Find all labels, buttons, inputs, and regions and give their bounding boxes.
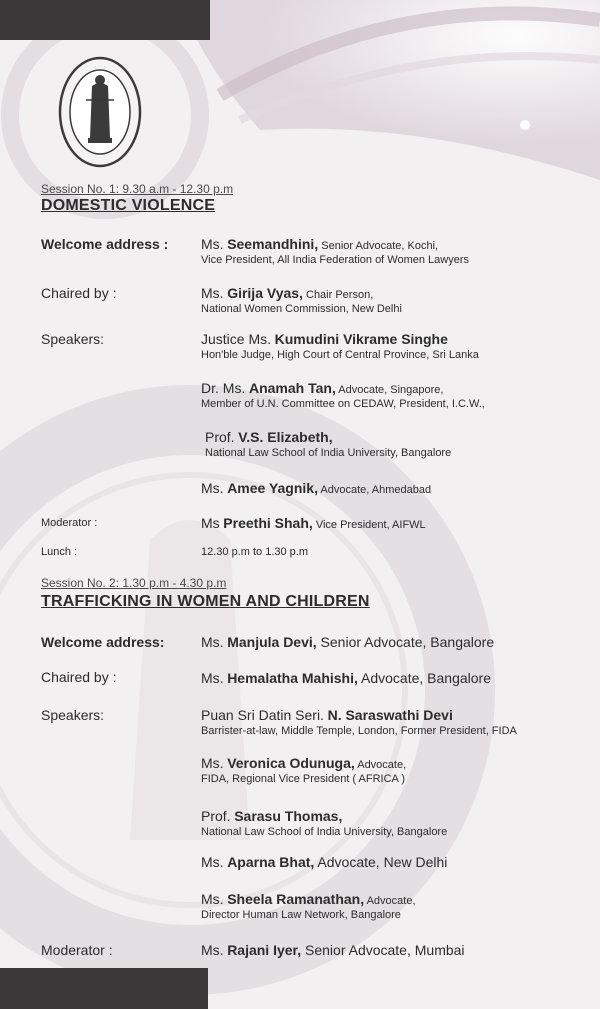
session-1-header: Session No. 1: 9.30 a.m - 12.30 p.m (41, 182, 234, 196)
speaker-prefix: Puan Sri Datin Seri. (201, 707, 324, 723)
chaired-desc: Advocate, Bangalore (357, 670, 491, 686)
speaker-name: N. Saraswathi Devi (327, 707, 453, 723)
speaker-prefix: Justice Ms. (201, 331, 272, 347)
speaker-entry (201, 480, 431, 496)
speakers-label: Speakers: (41, 331, 105, 347)
chaired-prefix: Ms. (201, 285, 224, 301)
speaker-name: Kumudini Vikrame Singhe (274, 331, 448, 347)
speaker-prefix: Ms. (201, 480, 224, 496)
chaired-label: Chaired by : (41, 669, 117, 685)
speaker-prefix: Dr. Ms. (201, 380, 246, 396)
moderator-name: Rajani Iyer, (227, 942, 302, 958)
speaker-entry (201, 755, 406, 785)
chaired-entry (201, 285, 402, 315)
speaker-entry (201, 331, 479, 361)
welcome-line2: Vice President, All India Federation of Women Lawyers (201, 254, 470, 266)
speaker-detail: Barrister-at-law, Middle Temple, London, Former President, FIDA (201, 725, 517, 737)
speaker-entry (201, 707, 517, 737)
welcome-name: Seemandhini, (227, 236, 319, 252)
speaker-prefix: Ms. (201, 891, 224, 907)
moderator-prefix: Ms (201, 515, 220, 531)
moderator-desc: Senior Advocate, Mumbai (301, 942, 465, 958)
welcome-label: Welcome address : (41, 236, 169, 252)
speaker-entry (201, 891, 416, 921)
speaker-detail: Director Human Law Network, Bangalore (201, 909, 401, 921)
speaker-desc: Advocate, New Delhi (314, 854, 448, 870)
session-2-header: Session No. 2: 1.30 p.m - 4.30 p.m (41, 576, 227, 590)
chaired-desc: Chair Person, (302, 289, 374, 301)
session-1-title: DOMESTIC VIOLENCE (41, 197, 216, 214)
speaker-name: Amee Yagnik, (227, 480, 318, 496)
chaired-name: Girija Vyas, (227, 285, 303, 301)
speaker-name: Veronica Odunuga, (227, 755, 355, 771)
speaker-entry (201, 854, 447, 870)
welcome-desc: Senior Advocate, Kochi, (318, 240, 439, 252)
welcome-entry (201, 236, 469, 266)
speaker-name: Aparna Bhat, (227, 854, 315, 870)
welcome-entry (201, 634, 494, 650)
speaker-name: Anamah Tan, (248, 380, 336, 396)
welcome-label: Welcome address: (41, 634, 165, 650)
lunch-time: 12.30 p.m to 1.30 p.m (201, 546, 309, 558)
moderator-desc: Vice President, AIFWL (312, 519, 426, 531)
speakers-label: Speakers: (41, 707, 105, 723)
speaker-entry (205, 429, 451, 459)
speaker-desc: Advocate, (354, 759, 407, 771)
welcome-name: Manjula Devi, (227, 634, 317, 650)
welcome-prefix: Ms. (201, 236, 224, 252)
speaker-name: V.S. Elizabeth, (238, 429, 333, 445)
speaker-prefix: Ms. (201, 854, 224, 870)
chaired-entry (201, 670, 491, 686)
speaker-desc: Advocate, (364, 895, 416, 907)
session-2-title: TRAFFICKING IN WOMEN AND CHILDREN (41, 593, 370, 610)
lunch-label: Lunch : (41, 546, 78, 558)
speaker-prefix: Ms. (201, 755, 224, 771)
moderator-name: Preethi Shah, (223, 515, 313, 531)
speaker-name: Sarasu Thomas, (234, 808, 343, 824)
moderator-prefix: Ms. (201, 942, 224, 958)
speaker-detail: National Law School of India University, Bangalore (205, 447, 452, 459)
chaired-label: Chaired by : (41, 285, 117, 301)
speaker-detail: Hon'ble Judge, High Court of Central Province, Sri Lanka (201, 349, 479, 361)
moderator-label: Moderator : (41, 942, 113, 958)
welcome-desc: Senior Advocate, Bangalore (316, 634, 495, 650)
moderator-entry (201, 942, 465, 958)
chaired-prefix: Ms. (201, 670, 224, 686)
speaker-entry (201, 380, 485, 410)
chaired-name: Hemalatha Mahishi, (227, 670, 358, 686)
speaker-detail: FIDA, Regional Vice President ( AFRICA ) (201, 773, 405, 785)
moderator-label: Moderator : (41, 517, 98, 529)
speaker-prefix: Prof. (205, 429, 235, 445)
speaker-desc: Advocate, Ahmedabad (317, 484, 432, 496)
speaker-detail: National Law School of India University, Bangalore (201, 826, 448, 838)
speaker-detail: Member of U.N. Committee on CEDAW, President, I.C.W., (201, 398, 485, 410)
chaired-line2: National Women Commission, New Delhi (201, 303, 402, 315)
welcome-prefix: Ms. (201, 634, 224, 650)
speaker-entry (201, 808, 447, 838)
speaker-desc: Advocate, Singapore, (335, 384, 444, 396)
speaker-prefix: Prof. (201, 808, 231, 824)
speaker-name: Sheela Ramanathan, (227, 891, 365, 907)
moderator-entry (201, 515, 426, 531)
